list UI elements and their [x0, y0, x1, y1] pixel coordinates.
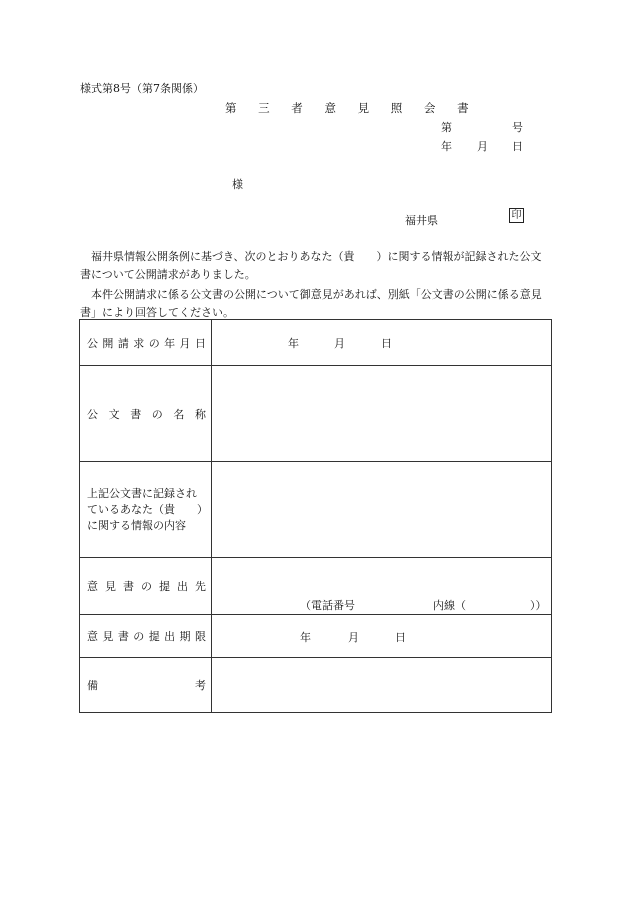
value-submission-deadline[interactable] — [212, 615, 552, 658]
label-submission-address: 意 見 書 の 提 出 先 — [80, 558, 212, 615]
value-information-content[interactable] — [212, 462, 552, 558]
value-remarks[interactable] — [212, 658, 552, 713]
request-date-day: 日 — [381, 337, 392, 350]
document-number-prefix: 第 — [441, 121, 452, 134]
table-row-information-content — [80, 462, 552, 558]
phone-number-label: （電話番号 — [300, 599, 355, 612]
issue-date-month: 月 — [477, 140, 488, 153]
deadline-day: 日 — [395, 631, 406, 644]
deadline-year: 年 — [300, 631, 311, 644]
sender-name: 福井県 — [405, 214, 438, 227]
label-request-date: 公 開 請 求 の 年 月 日 — [80, 320, 212, 366]
value-submission-address[interactable] — [212, 558, 552, 615]
value-document-name[interactable] — [212, 366, 552, 462]
body-paragraph-1: 福井県情報公開条例に基づき、次のとおりあなた（貴 ）に関する情報が記録された公文書について公開請求がありました。 — [80, 250, 542, 281]
seal-mark: 印 — [509, 208, 524, 223]
document-number-suffix: 号 — [512, 121, 523, 134]
table-row-document-name — [80, 366, 552, 462]
table-row-remarks — [80, 658, 552, 713]
extension-close: ）） — [530, 599, 547, 612]
label-remarks: 備 考 — [80, 658, 212, 713]
label-submission-deadline: 意 見 書 の 提 出 期 限 — [80, 615, 212, 658]
table-row-request-date — [80, 320, 552, 366]
recipient-honorific: 様 — [232, 178, 243, 191]
table-row-submission-address — [80, 558, 552, 615]
label-document-name: 公 文 書 の 名 称 — [80, 366, 212, 462]
deadline-month: 月 — [348, 631, 359, 644]
inquiry-form-table — [79, 319, 552, 713]
table-row-submission-deadline — [80, 615, 552, 658]
extension-label: 内線（ — [433, 599, 466, 612]
body-paragraph-2: 本件公開請求に係る公文書の公開について御意見があれば、別紙「公文書の公開に係る意見書」により回答してください。 — [80, 288, 542, 319]
value-request-date[interactable] — [212, 320, 552, 366]
form-number-label: 様式第8号（第7条関係） — [80, 82, 204, 95]
request-date-month: 月 — [334, 337, 345, 350]
issue-date-day: 日 — [512, 140, 523, 153]
issue-date-year: 年 — [441, 140, 452, 153]
document-title: 第 三 者 意 見 照 会 書 — [225, 101, 478, 115]
label-information-content: 上記公文書に記録され ているあなた（貴 ） に関する情報の内容 — [80, 462, 212, 558]
request-date-year: 年 — [288, 337, 299, 350]
